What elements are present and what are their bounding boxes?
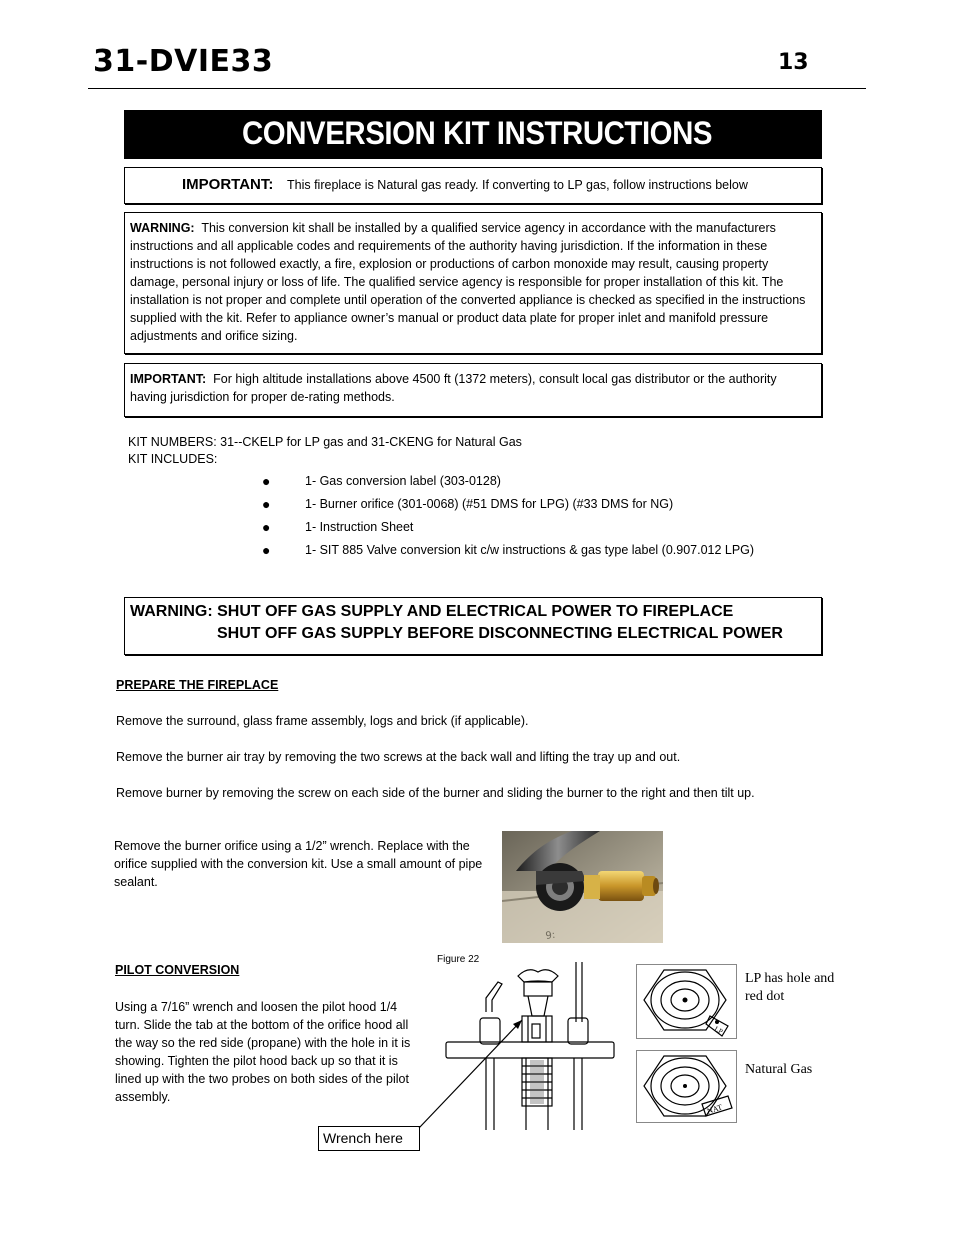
prepare-step-1: Remove the surround, glass frame assembly, logs and brick (if applicable). [116,714,529,728]
lp-orifice-diagram [636,964,737,1039]
title-bar [124,110,822,159]
kit-includes-label: KIT INCLUDES: [128,452,218,466]
important-notice-box [124,167,822,204]
nat-tab-text: NAT [705,1102,724,1116]
kit-numbers: KIT NUMBERS: 31--CKELP for LP gas and 31-CKENG for Natural Gas [128,435,522,449]
list-item-text: 1- Burner orifice (301-0068) (#51 DMS for LPG) (#33 DMS for NG) [305,497,674,511]
shutoff-warning-line1: WARNING: SHUT OFF GAS SUPPLY AND ELECTRICAL POWER TO FIREPLACE [130,603,734,620]
prepare-step-3: Remove burner by removing the screw on each side of the burner and sliding the burner to the right and then tilt up. [116,786,755,800]
kit-info [128,434,522,468]
altitude-paragraph [130,370,816,406]
wrench-here-text: Wrench here [323,1130,403,1146]
svg-text:9:: 9: [544,929,557,942]
lp-tab-text: LP [713,1024,725,1036]
bullet-icon: ● [262,542,271,558]
model-number: 31-DVIE33 [93,44,274,79]
important-label: IMPORTANT: [182,176,274,193]
pilot-heading: PILOT CONVERSION [115,963,240,977]
leader-line [418,1010,533,1140]
pilot-instructions: Using a 7/16” wrench and loosen the pilot hood 1/4 turn. Slide the tab at the bottom of the orifice hood all the way so the red side (propane) with the hole in it is showing. Tighten the pilot hood back up so that it is lined up with the two probes on both sides of the pilot assembly. [115,1000,411,1104]
list-item-text: 1- SIT 885 Valve conversion kit c/w instructions & gas type label (0.907.012 LPG) [305,543,755,557]
altitude-text: For high altitude installations above 4500 ft (1372 meters), consult local gas distributor or the authority having jurisdiction for proper de-rating methods. [130,372,777,404]
prepare-heading: PREPARE THE FIREPLACE [116,678,279,692]
page-number: 13 [778,50,809,75]
wrench-here-label [318,1126,420,1151]
natural-gas-label: Natural Gas [745,1062,813,1077]
header-rule [88,88,866,89]
altitude-notice-box [124,363,822,417]
bullet-icon: ● [262,496,271,512]
lp-label: LP has hole and red dot [745,971,835,1004]
warning-paragraph [130,219,816,345]
warning-label: WARNING: [130,221,195,235]
warning-notice-box [124,212,822,354]
bullet-icon: ● [262,473,271,489]
orifice-photo [502,831,663,943]
orifice-instructions: Remove the burner orifice using a 1/2” wrench. Replace with the orifice supplied with the conversion kit. Use a small amount of pipe sealant. [114,839,483,889]
list-item-text: 1- Gas conversion label (303-0128) [305,474,501,488]
natural-gas-orifice-diagram [636,1050,737,1123]
list-item-text: 1- Instruction Sheet [305,520,414,534]
shutoff-warning-line2: SHUT OFF GAS SUPPLY BEFORE DISCONNECTING ELECTRICAL POWER [217,625,783,642]
warning-text: This conversion kit shall be installed by a qualified service agency in accordance with the manufacturers instructions and all applicable codes and requirements of the authority having jurisdiction. If the information in these instructions is not followed exactly, a fire, explosion or productions of carbon monoxide may result, causing property damage, personal injury or loss of life. The qualified service agency is responsible for proper installation of this kit. The installation is not proper and complete until operation of the converted appliance is checked as specified in the instructions supplied with the kit. Refer to appliance owner’s manual or product data plate for proper inlet and manifold pressure adjustments and orifice sizing. [130,221,806,343]
altitude-label: IMPORTANT: [130,372,207,386]
shutoff-warning-box [124,597,822,655]
bullet-icon: ● [262,519,271,535]
page-title: CONVERSION KIT INSTRUCTIONS [242,115,713,151]
important-text: This fireplace is Natural gas ready. If converting to LP gas, follow instructions below [287,178,748,192]
figure-caption: Figure 22 [437,954,480,965]
prepare-step-2: Remove the burner air tray by removing the two screws at the back wall and lifting the tray up and out. [116,750,681,764]
